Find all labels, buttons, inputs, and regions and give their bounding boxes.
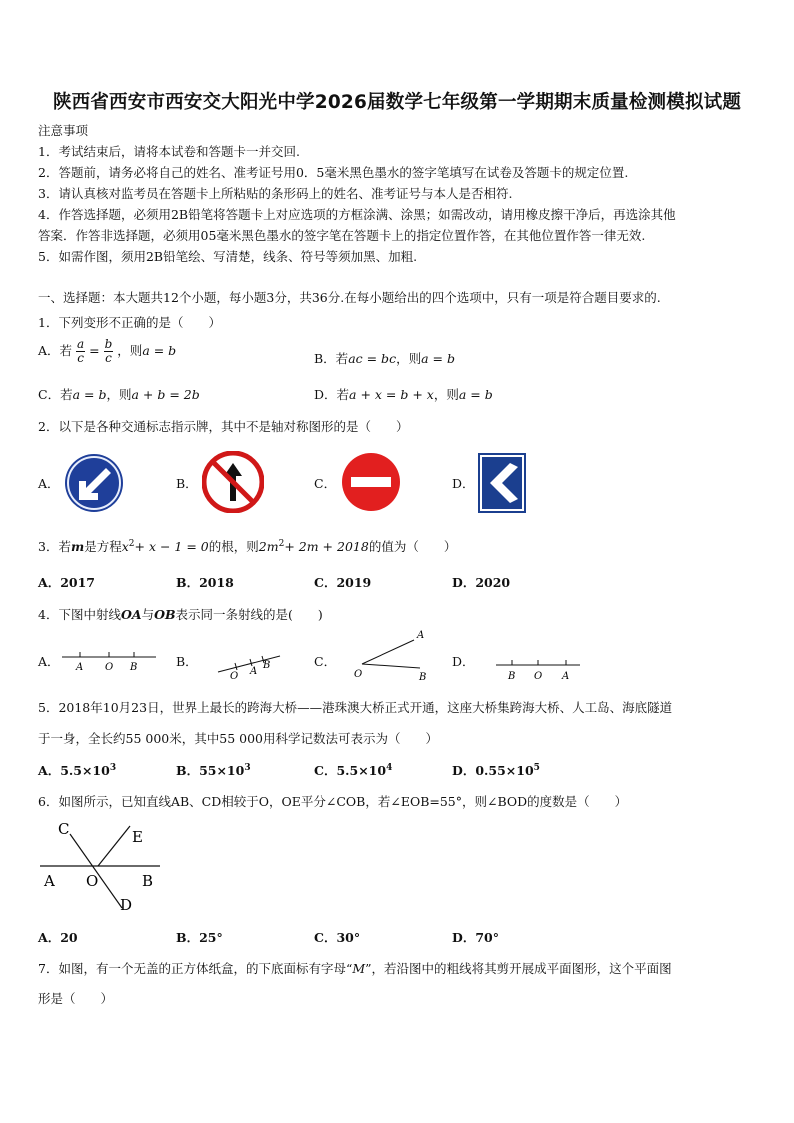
notice-item: 5．如需作图，须用2B铅笔绘、写清楚，线条、符号等须加黑、加粗. xyxy=(38,249,418,264)
svg-text:E: E xyxy=(132,828,143,846)
svg-text:O: O xyxy=(105,662,114,673)
q5-option-c: C．$5.5\times 10^4$ xyxy=(314,762,393,778)
q3-option-d: D．2020 xyxy=(452,575,511,590)
sign-no-straight-icon xyxy=(202,451,264,513)
q4-figure-d xyxy=(494,655,584,683)
svg-text:B: B xyxy=(508,671,516,682)
section-heading: 一、选择题：本大题共12个小题，每小题3分，共36分.在每小题给出的四个选项中，只有一项是符合题目要求的. xyxy=(38,290,661,305)
q6-option-b: B．25° xyxy=(176,930,223,945)
question-2-stem: 2．以下是各种交通标志指示牌，其中不是轴对称图形的是（ ） xyxy=(38,419,409,434)
q2-label-b: B． xyxy=(176,476,198,491)
sign-no-entry-icon xyxy=(341,452,401,512)
q1-option-a: A．若 $\frac{a}{c}$ = $\frac{b}{c}$ ，则a = b xyxy=(38,337,177,365)
notice-item: 3．请认真核对监考员在答题卡上所粘贴的条形码上的姓名、准考证号与本人是否相符. xyxy=(38,186,513,201)
q6-option-a: A．20 xyxy=(38,930,78,945)
q6-option-c: C．30° xyxy=(314,930,361,945)
q3-option-c: C．2019 xyxy=(314,575,372,590)
svg-text:B: B xyxy=(142,872,154,890)
svg-text:C: C xyxy=(58,820,70,838)
question-7-line-1: 7．如图，有一个无盖的正方体纸盒，的下底面标有字母“M”，若沿图中的粗线将其剪开展成平面图形，这个平面图 xyxy=(38,961,672,976)
svg-text:B: B xyxy=(419,672,427,683)
q1-option-b: B．若ac = bc，则a = b xyxy=(314,351,455,366)
notice-item: 4．作答选择题，必须用2B铅笔将答题卡上对应选项的方框涂满、涂黑；如需改动，请用橡皮擦干净后，再选涂其他 xyxy=(38,207,676,222)
svg-text:O: O xyxy=(86,872,99,890)
q5-option-b: B．$55\times 10^3$ xyxy=(176,762,251,778)
q3-option-a: A．2017 xyxy=(38,575,95,590)
q5-option-a: A．$5.5\times 10^3$ xyxy=(38,762,117,778)
svg-text:A: A xyxy=(44,872,55,890)
q4-label-b: B． xyxy=(176,654,198,669)
question-1-stem: 1．下列变形不正确的是（ ） xyxy=(38,315,221,330)
q4-label-d: D． xyxy=(452,654,475,669)
q4-label-c: C． xyxy=(314,654,337,669)
svg-text:A: A xyxy=(76,662,84,673)
notice-item: 答案．作答非选择题，必须用05毫米黑色墨水的签字笔在答题卡上的指定位置作答，在其他位置作答一律无效. xyxy=(38,228,646,243)
q1-option-d: D．若a + x = b + x，则a = b xyxy=(314,387,493,402)
svg-text:B: B xyxy=(263,660,271,671)
svg-text:A: A xyxy=(562,671,570,682)
svg-text:D: D xyxy=(120,896,133,914)
q6-option-d: D．70° xyxy=(452,930,499,945)
svg-text:O: O xyxy=(534,671,543,682)
q1-option-c: C．若a = b，则a + b = 2b xyxy=(38,387,200,402)
notice-item: 2．答题前，请务必将自己的姓名、准考证号用0．5毫米黑色墨水的签字笔填写在试卷及答题卡的规定位置. xyxy=(38,165,629,180)
q4-figure-c xyxy=(348,628,438,684)
q4-figure-b xyxy=(210,648,285,682)
q2-label-d: D． xyxy=(452,476,475,491)
question-5-line-2: 于一身，全长约55 000米，其中55 000用科学记数法可表示为（ ） xyxy=(38,731,438,746)
question-4-stem: 4．下图中射线OA与OB表示同一条射线的是( ) xyxy=(38,607,323,622)
question-5-line-1: 5．2018年10月23日，世界上最长的跨海大桥——港珠澳大桥正式开通，这座大桥集跨海大桥、人工岛、海底隧道 xyxy=(38,700,673,715)
question-6-stem: 6．如图所示，已知直线AB、CD相较于O，OE平分∠COB，若∠EOB=55°，则∠BOD的度数是（ ） xyxy=(38,794,628,809)
question-7-line-2: 形是（ ） xyxy=(38,991,114,1006)
q4-figure-a xyxy=(60,645,160,675)
sign-down-left-arrow-icon xyxy=(64,453,124,513)
svg-text:O: O xyxy=(230,671,239,682)
sign-chevron-left-icon xyxy=(478,453,526,513)
q6-intersecting-lines-figure xyxy=(36,818,166,918)
q2-label-a: A． xyxy=(38,476,60,491)
svg-text:A: A xyxy=(417,630,425,641)
notice-item: 1．考试结束后，请将本试卷和答题卡一并交回. xyxy=(38,144,300,159)
q4-label-a: A． xyxy=(38,654,60,669)
svg-text:B: B xyxy=(130,662,138,673)
q2-label-c: C． xyxy=(314,476,337,491)
page-title: 陕西省西安市西安交大阳光中学2026届数学七年级第一学期期末质量检测模拟试题 xyxy=(52,92,742,113)
q3-option-b: B．2018 xyxy=(176,575,234,590)
notice-heading: 注意事项 xyxy=(38,123,89,138)
svg-text:O: O xyxy=(354,669,363,680)
svg-text:A: A xyxy=(250,666,258,677)
q5-option-d: D．$0.55\times 10^5$ xyxy=(452,762,540,778)
question-3-stem: 3．若m是方程$x^2+ x - 1 = 0$的根，则$2m^2+ 2m + 2018$的值为（ ） xyxy=(38,538,457,554)
